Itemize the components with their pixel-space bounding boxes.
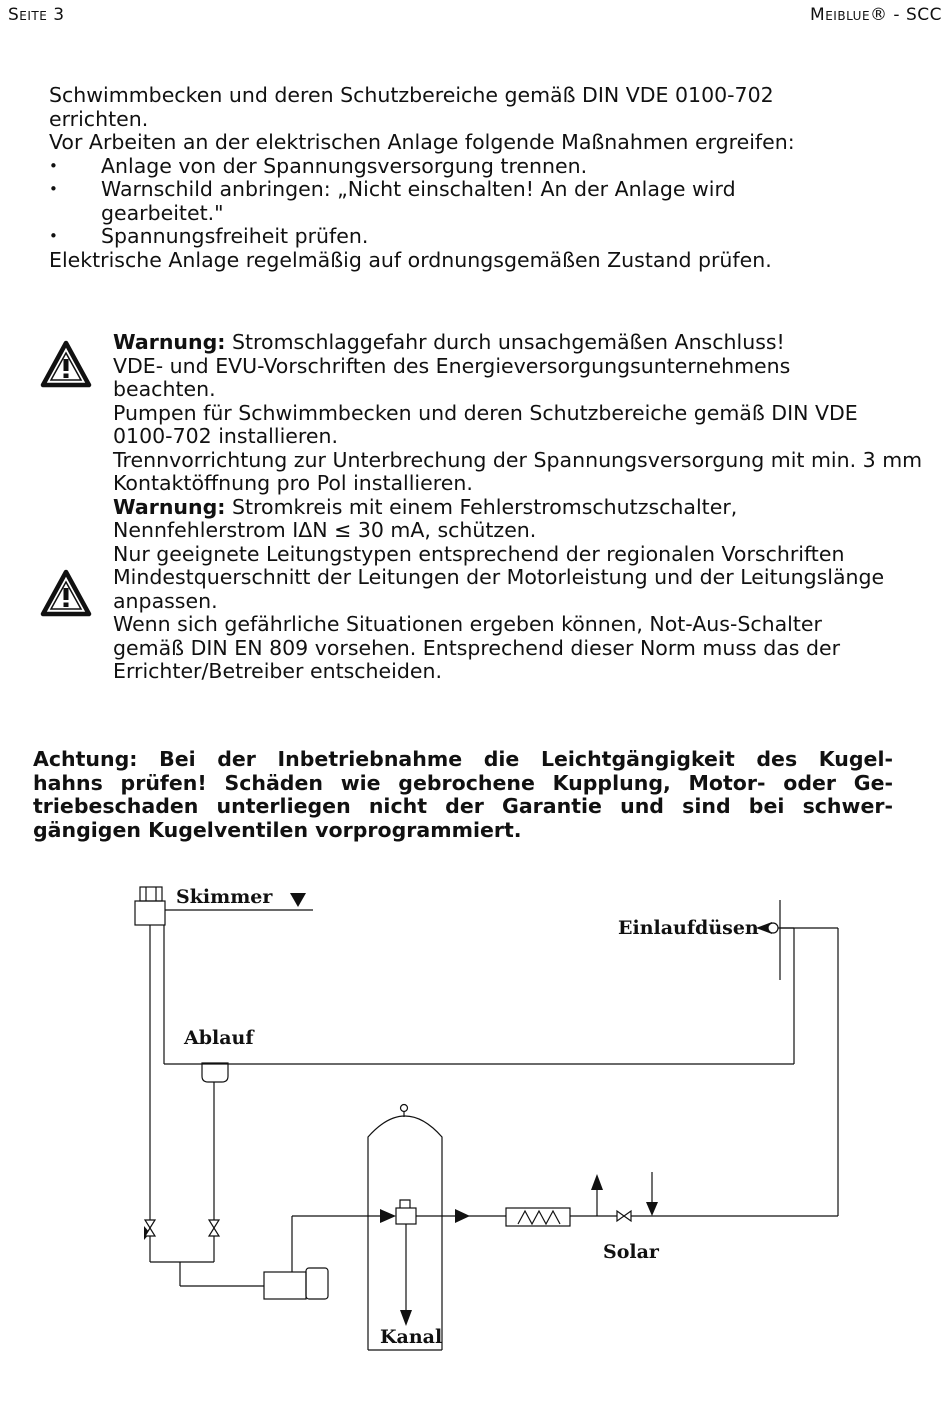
arrow-right-icon (455, 1209, 470, 1223)
water-level-icon (290, 893, 306, 907)
warning-line: Pumpen für Schwimmbecken und deren Schutzbereiche gemäß DIN VDE 0100-702 installieren. (113, 400, 858, 448)
intro-paragraph-2: Vor Arbeiten an der elektrischen Anlage folgende Maßnahmen ergreifen: (49, 130, 795, 154)
arrow-down-icon (400, 1310, 412, 1326)
heat-exchanger (506, 1208, 570, 1226)
caution-line: Achtung: Bei der Inbetriebnahme die Leichtgängigkeit des Kugel- (33, 747, 893, 771)
air-valve (401, 1105, 408, 1112)
pump-prefilter (306, 1268, 328, 1299)
warning-line: Wenn sich gefährliche Situationen ergeben können, Not-Aus-Schalter gemäß DIN EN 809 vorsehen. Entsprechend dieser Norm muss das der Errichter/Betreiber entscheiden. (113, 612, 841, 683)
page-number: Seite 3 (8, 5, 65, 25)
arrow-down-icon (646, 1202, 658, 1216)
warning-line: Nur geeignete Leitungstypen entsprechend der regionalen Vorschriften Mindestquerschnitt der Leitungen der Motorleistung und der Leitungslänge anpassen. (113, 541, 885, 613)
label-sewer: Kanal (380, 1326, 443, 1348)
caution-line: gängigen Kugelventilen vorprogrammiert. (33, 817, 522, 842)
pump-motor (264, 1272, 306, 1299)
bullet-item: • Spannungsfreiheit prüfen. (49, 225, 901, 249)
warning-text: Stromkreis mit einem Fehlerstromschutzschalter, Nennfehlerstrom IΔN ≤ 30 mA, schützen. (113, 494, 738, 542)
intro-paragraph-3: Elektrische Anlage regelmäßig auf ordnungsgemäßen Zustand prüfen. (49, 247, 772, 272)
label-solar: Solar (603, 1241, 659, 1263)
arrow-right-icon (380, 1209, 396, 1223)
skimmer-top (140, 887, 162, 901)
warning-triangle-icon (40, 569, 92, 617)
caution-line: hahns prüfen! Schäden wie gebrochene Kupplung, Motor- oder Ge- (33, 770, 893, 795)
warning-label: Warnung: (113, 494, 226, 519)
label-skimmer: Skimmer (176, 886, 273, 908)
caution-note (33, 748, 893, 842)
warning-section (113, 331, 943, 684)
label-inlet-nozzles: Einlaufdüsen (618, 917, 759, 939)
ball-valve-icon (145, 1220, 155, 1228)
label-drain: Ablauf (184, 1027, 254, 1049)
intro-paragraph-1b: errichten. (49, 106, 149, 131)
bullet-item: • Anlage von der Spannungsversorgung trennen. (49, 155, 901, 179)
warning-triangle-icon (40, 340, 92, 388)
caution-line: triebeschaden unterliegen nicht der Garantie und sind bei schwer- (33, 794, 893, 818)
intro-section (49, 84, 901, 272)
multiport-valve (396, 1208, 416, 1224)
drain-body (202, 1063, 228, 1082)
pool-piping-diagram (0, 870, 950, 1370)
warning-line: VDE- und EVU-Vorschriften des Energieversorgungsunternehmens beachten. (113, 353, 791, 401)
warning-text: Stromschlaggefahr durch unsachgemäßen Anschluss! (225, 330, 785, 354)
solar-valve-icon (617, 1211, 624, 1221)
warning-1 (113, 331, 943, 355)
warning-label: Warnung: (113, 330, 226, 354)
warning-line: Trennvorrichtung zur Unterbrechung der Spannungsversorgung mit min. 3 mm Kontaktöffnung pro Pol installieren. (113, 447, 923, 495)
document-title: Meiblue® - SCC (810, 5, 942, 25)
intro-paragraph-1: Schwimmbecken und deren Schutzbereiche gemäß DIN VDE 0100-702 (49, 83, 774, 107)
skimmer-body (135, 901, 165, 925)
warning-2 (113, 496, 943, 543)
ball-valve-icon (209, 1220, 219, 1228)
bullet-item: • Warnschild anbringen: „Nicht einschalten! An der Anlage wird gearbeitet." (49, 178, 901, 225)
arrow-up-icon (591, 1174, 603, 1190)
